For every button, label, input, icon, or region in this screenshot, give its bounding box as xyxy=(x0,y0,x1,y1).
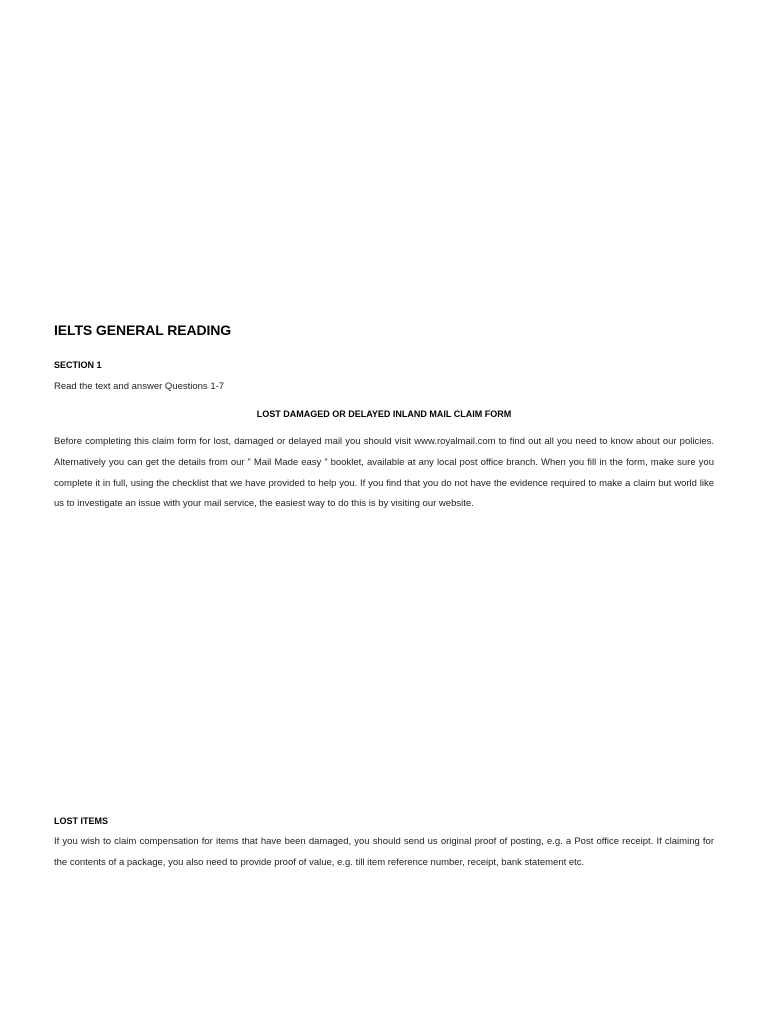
instruction-text: Read the text and answer Questions 1-7 xyxy=(54,381,225,392)
form-title: LOST DAMAGED OR DELAYED INLAND MAIL CLAIM FORM xyxy=(256,409,512,419)
page-title: IELTS GENERAL READING xyxy=(54,322,232,338)
intro-paragraph: Before completing this claim form for lost, damaged or delayed mail you should visit www.royalmail.com to find out all you need to know about our policies. Alternatively you can get the details from our ” Mail Made easy ” booklet, available at any local post office branch. When you fill in the form, make sure you complete it in full, using the checklist that we have provided to help you. If you find that you do not have the evidence required to make a claim but world like us to investigate an issue with your mail service, the easiest way to do this is by visiting our website. xyxy=(54,436,714,510)
section-label: SECTION 1 xyxy=(54,360,102,370)
lost-items-paragraph: If you wish to claim compensation for items that have been damaged, you should send us original proof of posting, e.g. a Post office receipt. If claiming for the contents of a package, you also need to provide proof of value, e.g. till item reference number, receipt, bank statement etc. xyxy=(54,836,714,868)
lost-items-heading: LOST ITEMS xyxy=(54,816,108,826)
